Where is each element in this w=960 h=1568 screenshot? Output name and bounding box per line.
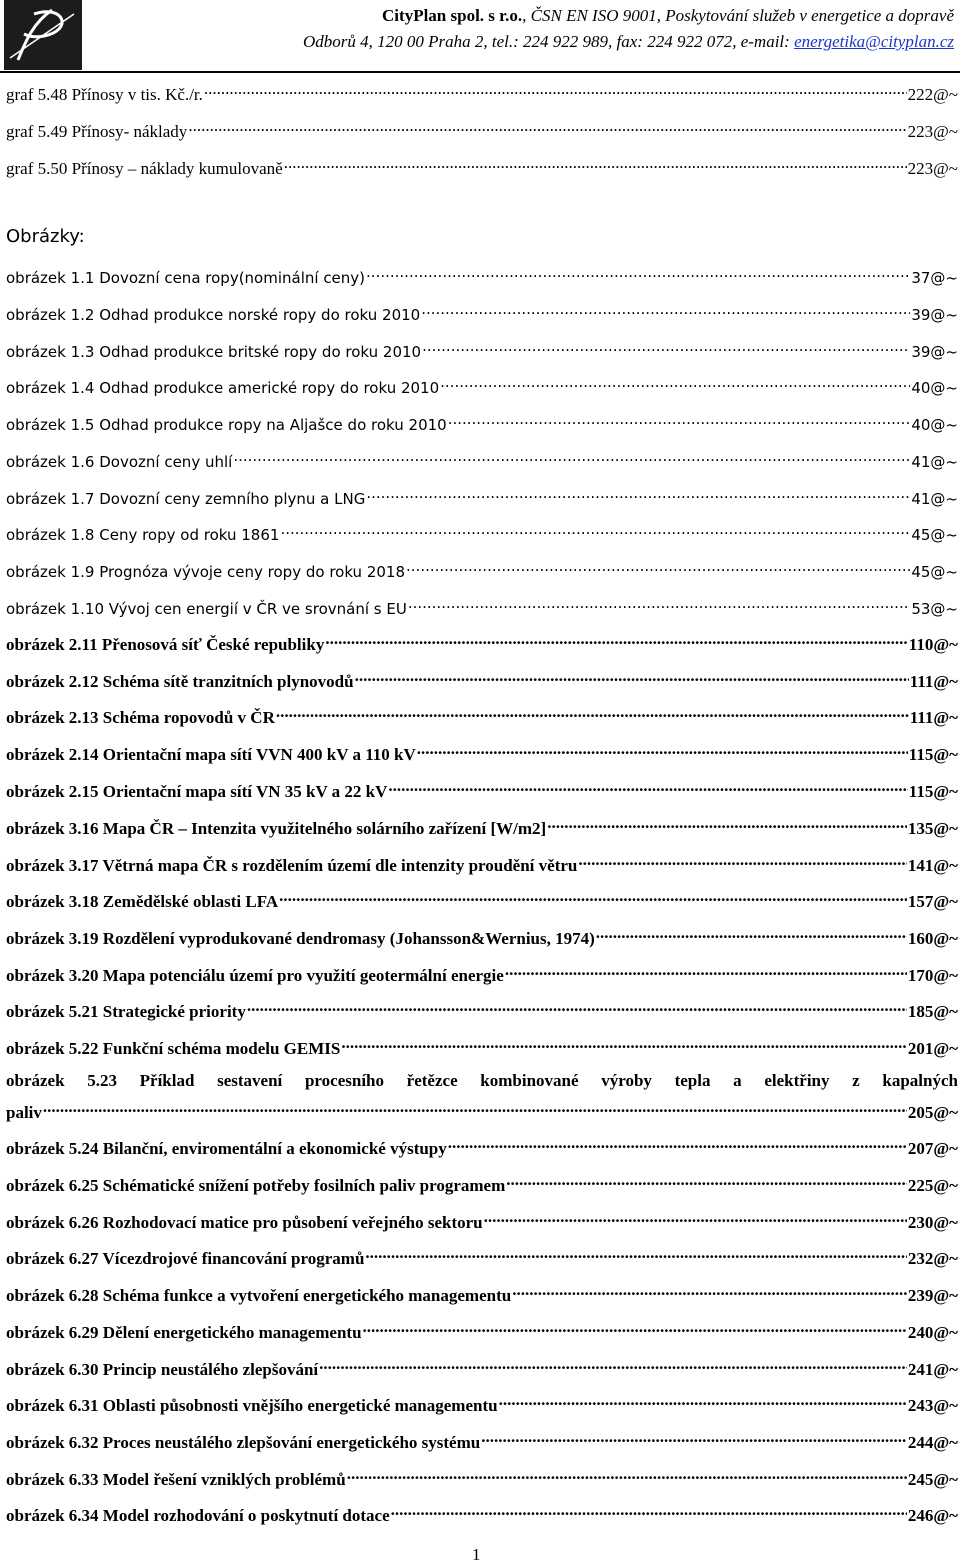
- toc-entry[interactable]: [6, 371, 958, 399]
- toc-entry[interactable]: [6, 518, 958, 546]
- dot-leader: [280, 518, 910, 540]
- page-header: [0, 0, 960, 72]
- toc-entry-label: obrázek 3.17 Větrná mapa ČR s rozdělením území dle intenzity proudění větru: [6, 856, 578, 875]
- toc-entry-page: 232@~: [907, 1249, 958, 1268]
- dot-leader: [347, 1463, 907, 1485]
- toc-entry[interactable]: [6, 959, 958, 987]
- dot-leader: [422, 335, 910, 357]
- dot-leader: [355, 665, 909, 687]
- toc-entry[interactable]: [6, 1426, 958, 1454]
- toc-entry-page: 201@~: [907, 1039, 958, 1058]
- dot-leader: [406, 555, 910, 577]
- toc-entry[interactable]: [6, 1463, 958, 1491]
- toc-entry[interactable]: [6, 849, 958, 877]
- toc-entry-page: 185@~: [907, 1002, 958, 1021]
- toc-entry[interactable]: [6, 298, 958, 326]
- toc-entry-page: 111@~: [909, 672, 958, 691]
- dot-leader: [506, 1169, 907, 1191]
- company-tagline: , ČSN EN ISO 9001, Poskytování služeb v energetice a dopravě: [522, 6, 954, 25]
- dot-leader: [233, 445, 910, 467]
- toc-entry[interactable]: [6, 995, 958, 1023]
- dot-leader: [363, 1316, 907, 1338]
- toc-entry-label: paliv: [6, 1103, 42, 1122]
- toc-entry-page: 115@~: [908, 782, 958, 801]
- toc-entry-page: 245@~: [907, 1470, 958, 1489]
- toc-entry[interactable]: [6, 1132, 958, 1160]
- toc-entry-page: 41@~: [911, 453, 958, 471]
- toc-entry-label: graf 5.50 Přínosy – náklady kumulovaně: [6, 159, 283, 178]
- toc-entry-page: 53@~: [911, 600, 958, 618]
- toc-entry[interactable]: [6, 1096, 958, 1124]
- toc-entry-label: obrázek 2.11 Přenosová síť České republiky: [6, 635, 325, 654]
- toc-entry[interactable]: [6, 738, 958, 766]
- toc-entry-label: obrázek 1.2 Odhad produkce norské ropy do roku 2010: [6, 306, 421, 324]
- dot-leader: [547, 812, 907, 834]
- toc-entry-page: 40@~: [911, 416, 958, 434]
- toc-entry-page: 239@~: [907, 1286, 958, 1305]
- dot-leader: [408, 592, 911, 614]
- dot-leader: [596, 922, 907, 944]
- toc-entry-label: obrázek 6.34 Model rozhodování o poskytnutí dotace: [6, 1506, 390, 1525]
- toc-entry-label: obrázek 6.29 Dělení energetického managementu: [6, 1323, 362, 1342]
- toc-entry[interactable]: [6, 665, 958, 693]
- toc-entry-page: 225@~: [907, 1176, 958, 1195]
- toc-entry[interactable]: [6, 1206, 958, 1234]
- toc-entry-label: obrázek 3.16 Mapa ČR – Intenzita využitelného solárního zařízení [W/m2]: [6, 819, 547, 838]
- dot-leader: [512, 1279, 907, 1301]
- toc-entry-page: 230@~: [907, 1213, 958, 1232]
- company-name: CityPlan spol. s r.o.: [382, 6, 523, 25]
- toc-entry-label: graf 5.49 Přínosy- náklady: [6, 122, 188, 141]
- toc-entry-page: 243@~: [907, 1396, 958, 1415]
- toc-entry[interactable]: [6, 812, 958, 840]
- dot-leader: [366, 482, 910, 504]
- dot-leader: [440, 371, 910, 393]
- toc-entry-label: obrázek 1.1 Dovozní cena ropy(nominální ceny): [6, 269, 366, 287]
- dot-leader: [204, 78, 907, 100]
- toc-entry[interactable]: [6, 152, 958, 180]
- dot-leader: [388, 775, 907, 797]
- toc-entry-label: obrázek 1.5 Odhad produkce ropy na Aljašce do roku 2010: [6, 416, 447, 434]
- toc-entry[interactable]: [6, 885, 958, 913]
- dot-leader: [391, 1499, 907, 1521]
- toc-entry-page: 45@~: [911, 563, 958, 581]
- toc-entry-page: 223@~: [907, 159, 958, 178]
- toc-entry-label: graf 5.48 Přínosy v tis. Kč./r.: [6, 85, 203, 104]
- toc-entry-page: 39@~: [911, 306, 958, 324]
- toc-entry-page: 240@~: [907, 1323, 958, 1342]
- toc-entry-label: obrázek 5.21 Strategické priority: [6, 1002, 246, 1021]
- toc-entry-page: 135@~: [907, 819, 958, 838]
- toc-entry-page: 40@~: [911, 379, 958, 397]
- toc-entry-page: 115@~: [908, 745, 958, 764]
- dot-leader: [578, 849, 906, 871]
- toc-entry-label: obrázek 5.22 Funkční schéma modelu GEMIS: [6, 1039, 341, 1058]
- images-heading: Obrázky:: [6, 226, 85, 247]
- toc-entry[interactable]: [6, 628, 958, 656]
- toc-entry-label: obrázek 1.3 Odhad produkce britské ropy do roku 2010: [6, 343, 422, 361]
- toc-entry[interactable]: [6, 1316, 958, 1344]
- toc-entry-label: obrázek 1.4 Odhad produkce americké ropy do roku 2010: [6, 379, 440, 397]
- toc-entry-label: obrázek 1.10 Vývoj cen energií v ČR ve srovnání s EU: [6, 600, 407, 618]
- toc-entry-label: obrázek 2.15 Orientační mapa sítí VN 35 kV a 22 kV: [6, 782, 388, 801]
- toc-entry[interactable]: [6, 408, 958, 436]
- header-divider: [0, 71, 960, 73]
- toc-entry-page: 157@~: [907, 892, 958, 911]
- toc-entry-page: 110@~: [908, 635, 958, 654]
- toc-entry[interactable]: [6, 592, 958, 620]
- dot-leader: [365, 1242, 906, 1264]
- email-link[interactable]: energetika@cityplan.cz: [794, 32, 954, 51]
- toc-entry-label: obrázek 2.12 Schéma sítě tranzitních plynovodů: [6, 672, 354, 691]
- toc-entry-label: obrázek 6.26 Rozhodovací matice pro působení veřejného sektoru: [6, 1213, 483, 1232]
- toc-entry-page: 160@~: [907, 929, 958, 948]
- toc-entry-label: obrázek 6.25 Schématické snížení potřeby fosilních paliv programem: [6, 1176, 506, 1195]
- toc-entry-label: obrázek 3.20 Mapa potenciálu území pro využití geotermální energie: [6, 966, 504, 985]
- toc-entry[interactable]: [6, 1032, 958, 1060]
- dot-leader: [448, 1132, 907, 1154]
- toc-entry-label: obrázek 6.33 Model řešení vzniklých problémů: [6, 1470, 346, 1489]
- toc-entry-page: 244@~: [907, 1433, 958, 1452]
- toc-entry-page: 111@~: [909, 708, 958, 727]
- toc-entry-page: 170@~: [907, 966, 958, 985]
- company-address: Odborů 4, 120 00 Praha 2, tel.: 224 922 989, fax: 224 922 072, e-mail:: [302, 32, 795, 51]
- toc-entry[interactable]: [6, 1499, 958, 1527]
- toc-entry-label: obrázek 3.18 Zemědělské oblasti LFA: [6, 892, 279, 911]
- toc-entry-label: obrázek 6.30 Princip neustálého zlepšování: [6, 1360, 319, 1379]
- toc-entry-page: 45@~: [911, 526, 958, 544]
- toc-entry[interactable]: [6, 445, 958, 473]
- toc-entry[interactable]: [6, 482, 958, 510]
- toc-entry-page: 246@~: [907, 1506, 958, 1525]
- dot-leader: [43, 1096, 907, 1118]
- dot-leader: [247, 995, 907, 1017]
- toc-entry-label: obrázek 6.31 Oblasti působnosti vnějšího energetické managementu: [6, 1396, 498, 1415]
- toc-entry[interactable]: [6, 1242, 958, 1270]
- dot-leader: [505, 959, 907, 981]
- toc-entry[interactable]: [6, 1389, 958, 1417]
- toc-entry[interactable]: [6, 115, 958, 143]
- toc-entry-page: 141@~: [907, 856, 958, 875]
- toc-entry-page: 207@~: [907, 1139, 958, 1158]
- toc-entry[interactable]: [6, 775, 958, 803]
- toc-entry[interactable]: [6, 701, 958, 729]
- toc-entry-label: obrázek 1.6 Dovozní ceny uhlí: [6, 453, 233, 471]
- dot-leader: [188, 115, 906, 137]
- toc-entry[interactable]: [6, 1353, 958, 1381]
- dot-leader: [484, 1206, 907, 1228]
- dot-leader: [325, 628, 907, 650]
- toc-entry[interactable]: [6, 1169, 958, 1197]
- toc-entry-page: 205@~: [907, 1103, 958, 1122]
- dot-leader: [341, 1032, 906, 1054]
- dot-leader: [417, 738, 908, 760]
- toc-entry-label: obrázek 3.19 Rozdělení vyprodukované dendromasy (Johansson&Wernius, 1974): [6, 929, 595, 948]
- dot-leader: [481, 1426, 907, 1448]
- logo-mark-icon: [4, 0, 82, 70]
- toc-entry-label: obrázek 2.13 Schéma ropovodů v ČR: [6, 708, 275, 727]
- toc-entry-page: 37@~: [911, 269, 958, 287]
- dot-leader: [421, 298, 910, 320]
- toc-entry[interactable]: [6, 555, 958, 583]
- toc-entry-label: obrázek 1.8 Ceny ropy od roku 1861: [6, 526, 280, 544]
- toc-entry-page: 222@~: [907, 85, 958, 104]
- toc-entry[interactable]: [6, 335, 958, 363]
- toc-entry-page: 223@~: [907, 122, 958, 141]
- toc-entry-multiline-text[interactable]: obrázek 5.23 Příklad sestavení procesního řetězce kombinované výroby tepla a elektřiny z kapalných: [6, 1071, 958, 1090]
- toc-entry[interactable]: [6, 1279, 958, 1307]
- dot-leader: [284, 152, 907, 174]
- toc-entry-label: obrázek 1.9 Prognóza vývoje ceny ropy do roku 2018: [6, 563, 406, 581]
- dot-leader: [366, 261, 910, 283]
- page-number: 1: [472, 1545, 481, 1564]
- dot-leader: [279, 885, 907, 907]
- company-info: [303, 3, 954, 55]
- toc-entry-page: 41@~: [911, 490, 958, 508]
- toc-entry-page: 39@~: [911, 343, 958, 361]
- toc-entry-page: 241@~: [907, 1360, 958, 1379]
- toc-entry-label: obrázek 5.24 Bilanční, enviromentální a ekonomické výstupy: [6, 1139, 447, 1158]
- toc-entry[interactable]: [6, 922, 958, 950]
- dot-leader: [276, 701, 909, 723]
- toc-entry[interactable]: [6, 261, 958, 289]
- toc-entry-label: obrázek 6.32 Proces neustálého zlepšování energetického systému: [6, 1433, 481, 1452]
- toc-entry-label: obrázek 2.14 Orientační mapa sítí VVN 400 kV a 110 kV: [6, 745, 416, 764]
- toc-entry-label: obrázek 6.28 Schéma funkce a vytvoření energetického managementu: [6, 1286, 512, 1305]
- dot-leader: [448, 408, 911, 430]
- dot-leader: [499, 1389, 907, 1411]
- dot-leader: [319, 1353, 907, 1375]
- toc-entry-label: obrázek 1.7 Dovozní ceny zemního plynu a LNG: [6, 490, 366, 508]
- toc-entry[interactable]: [6, 78, 958, 106]
- cityplan-logo: [4, 0, 82, 70]
- toc-entry-label: obrázek 6.27 Vícezdrojové financování programů: [6, 1249, 365, 1268]
